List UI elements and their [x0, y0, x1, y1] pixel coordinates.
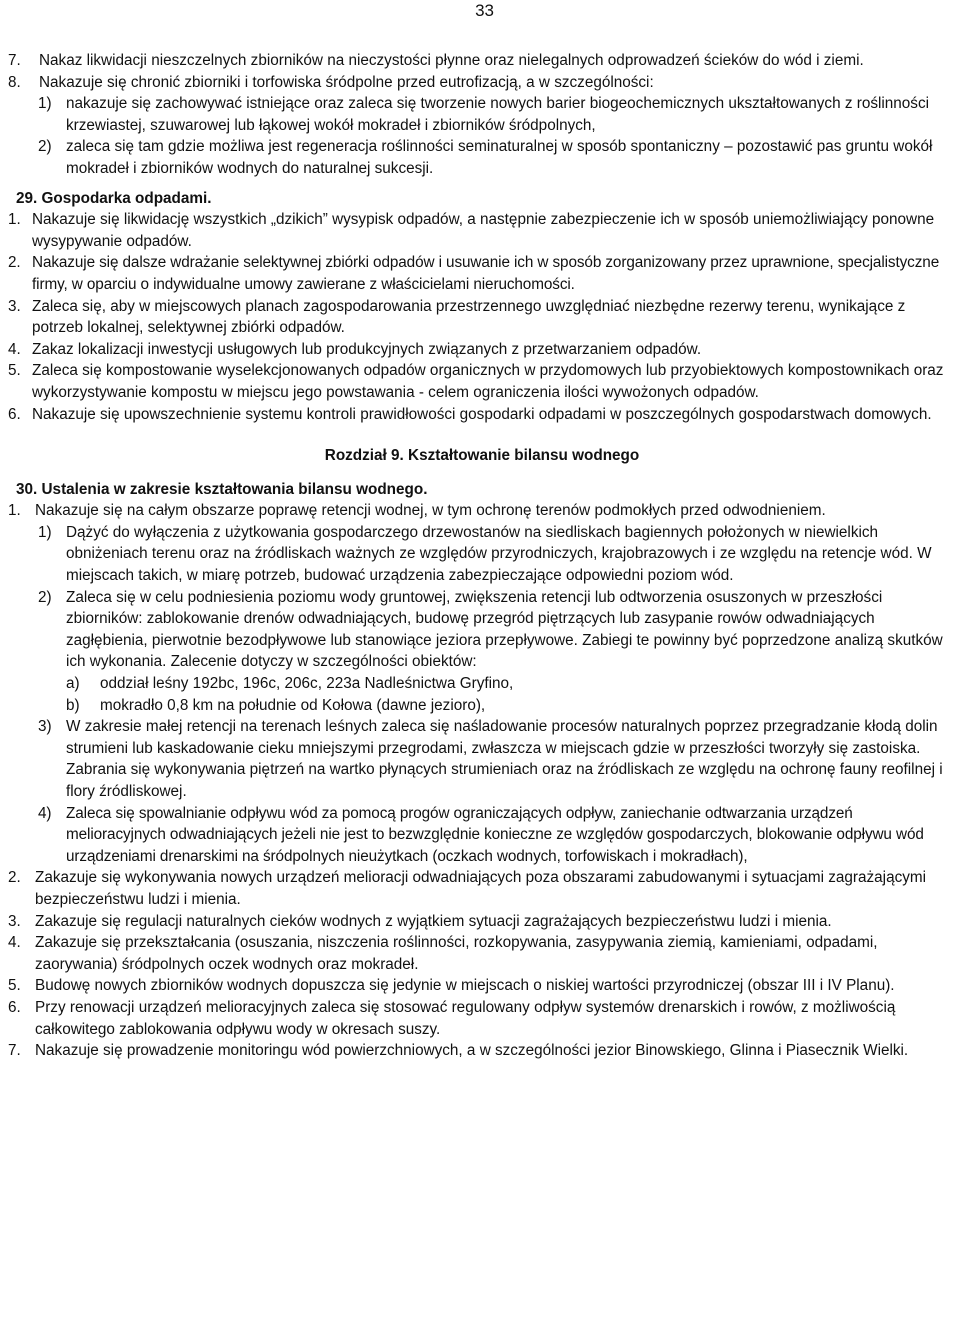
item-number: 2) — [38, 138, 52, 156]
item-number: 8. — [8, 73, 21, 91]
sub-list-item — [0, 522, 960, 587]
item-number: 3) — [38, 718, 52, 736]
item-number: 1. — [8, 502, 21, 520]
item-text: Dążyć do wyłączenia z użytkowania gospodarczego drzewostanów na siedliskach bagiennych położonych w niewielkich obniżeniach terenu oraz na źródliskach ważnych ze względów przyrodniczych, krajobrazowych i ze względu na retencje wód. W miejscach takich, w miarę potrzeb, budować urządzenia zabezpieczające odpowiedni poziom wód. — [66, 523, 932, 585]
section-heading: 29. Gospodarka odpadami. — [16, 189, 212, 207]
chapter-title: Rozdział 9. Kształtowanie bilansu wodnego — [324, 447, 640, 465]
item-number: a) — [66, 675, 80, 693]
item-number: 4) — [38, 804, 52, 822]
sub-list-item — [0, 803, 960, 868]
item-text: Zakazuje się regulacji naturalnych cieków wodnych z wyjątkiem sytuacji zagrażających bezpieczeństwu ludzi i mienia. — [35, 912, 832, 930]
sub-list-item — [0, 587, 960, 673]
list-item — [0, 209, 960, 252]
item-number: 5. — [8, 362, 21, 380]
sub-list-item — [0, 93, 960, 136]
item-number: 7. — [8, 1042, 21, 1060]
item-number: 4. — [8, 934, 21, 952]
item-number: 1) — [38, 95, 52, 113]
item-text: Nakazuje się chronić zbiorniki i torfowiska śródpolne przed eutrofizacją, a w szczególności: — [39, 73, 654, 91]
sub-list-item — [0, 136, 960, 179]
document-body — [0, 50, 960, 1062]
list-item — [0, 360, 960, 403]
list-item — [0, 975, 960, 997]
section-heading: 30. Ustalenia w zakresie kształtowania bilansu wodnego. — [16, 480, 428, 498]
item-number: 3. — [8, 912, 21, 930]
item-text: mokradło 0,8 km na południe od Kołowa (dawne jezioro), — [100, 696, 486, 714]
item-number: 7. — [8, 52, 21, 69]
item-text: Przy renowacji urządzeń melioracyjnych zaleca się stosować regulowany odpływ systemów drenarskich i rowów, z możliwością całkowitego zablokowania odpływu wody w okresach suszy. — [35, 998, 896, 1038]
list-item — [0, 997, 960, 1040]
item-text: Zaleca się kompostowanie wyselekcjonowanych odpadów organicznych w przydomowych lub przyobiektowych kompostownikach oraz wykorzystywanie kompostu w miejscu jego powstawania - celem ograniczenia ilości wywożonych odpadów. — [32, 362, 944, 401]
list-item — [0, 1040, 960, 1062]
item-text: Zaleca się, aby w miejscowych planach zagospodarowania przestrzennego uwzględniać niezbędne rezerwy terenu, wynikające z potrzeb lokalnej, selektywnej zbiórki odpadów. — [32, 297, 906, 337]
list-item — [0, 50, 960, 72]
list-item — [0, 500, 960, 522]
item-text: Zakaz lokalizacji inwestycji usługowych lub produkcyjnych związanych z przetwarzaniem odpadów. — [32, 340, 702, 358]
item-text: Nakazuje się upowszechnienie systemu kontroli prawidłowości gospodarki odpadami w poszczególnych gospodarstwach domowych. — [32, 405, 932, 423]
page-number: 33 — [475, 1, 494, 20]
item-number: 1) — [38, 523, 52, 541]
item-number: 1. — [8, 211, 21, 229]
item-text: nakazuje się zachowywać istniejące oraz zaleca się tworzenie nowych barier biogeochemicznych ukształtowanych z roślinności krzewiastej, szuwarowej lub łąkowej wokół mokradeł i zbiorników śródpolnych, — [66, 95, 929, 134]
list-item — [0, 911, 960, 933]
item-text: Nakazuje się dalsze wdrażanie selektywnej zbiórki odpadów i usuwanie ich w sposób zorganizowany przez uprawnione, specjalistyczne firmy, w oparciu o indywidualne umowy zawierane z właścicielami nieruchomości. — [32, 254, 940, 293]
item-text: Zakazuje się wykonywania nowych urządzeń melioracji odwadniających poza obszarami zabudowanymi i sytuacjami zagrażającymi bezpieczeństwu ludzi i mienia. — [35, 869, 927, 908]
item-text: Nakazuje się likwidację wszystkich „dzikich” wysypisk odpadów, a następnie zabezpieczenie ich w sposób uniemożliwiający ponowne wysypywanie odpadów. — [32, 211, 935, 250]
list-item — [0, 932, 960, 975]
item-text: Budowę nowych zbiorników wodnych dopuszcza się jedynie w miejscach o niskiej wartości przyrodniczej (obszar III i IV Planu). — [35, 977, 895, 995]
item-text: W zakresie małej retencji na terenach leśnych zaleca się naśladowanie procesów naturalnych poprzez przegradzanie kłodą dolin strumieni lub kaskadowanie cieku mniejszymi przegrodami, zwłaszcza w miejscach gdzie w przeszłości tworzyły się zastoiska. Zabrania się wykonywania piętrzeń na wartko płynących strumieniach oraz na źródliskach ze względu na ochronę fauny reofilnej i flory źródliskowej. — [66, 718, 943, 800]
list-item — [0, 252, 960, 295]
item-text: Nakaz likwidacji nieszczelnych zbiorników na nieczystości płynne oraz nielegalnych odprowadzeń ścieków do wód i ziemi. — [39, 52, 864, 69]
item-text: Zakazuje się przekształcania (osuszania, niszczenia roślinności, rozkopywania, zasypywania ziemią, kamieniami, odpadami, zaorywania) śródpolnych oczek wodnych oraz mokradeł. — [35, 934, 878, 973]
sub-sub-list-item — [0, 695, 960, 717]
list-item — [0, 339, 960, 361]
item-number: b) — [66, 696, 80, 714]
item-text: Zaleca się w celu podniesienia poziomu wody gruntowej, zwiększenia retencji lub odtworzenia osuszonych w przeszłości zbiorników: zablokowanie drenów odwadniających, budowę przegród piętrzących lub zasypanie rowów odwadniających zagłębienia, pierwotnie bezodpływowe lub stanowiące jeziora przepływowe. Zabiegi te powinny być poprzedzone analizą skutków ich wykonania. Zalecenie dotyczy w szczególności obiektów: — [66, 588, 943, 671]
list-item — [0, 404, 960, 426]
item-number: 2. — [8, 254, 21, 272]
item-text: Nakazuje się prowadzenie monitoringu wód powierzchniowych, a w szczególności jezior Binowskiego, Glinna i Piasecznik Wielki. — [35, 1042, 909, 1060]
item-number: 6. — [8, 998, 21, 1016]
item-number: 2) — [38, 588, 52, 606]
sub-sub-list-item — [0, 673, 960, 695]
item-text: Nakazuje się na całym obszarze poprawę retencji wodnej, w tym ochronę terenów podmokłych przed odwodnieniem. — [35, 502, 826, 520]
item-number: 2. — [8, 869, 21, 887]
item-text: Zaleca się spowalnianie odpływu wód za pomocą progów ograniczających odpływ, zaniechanie odtwarzania urządzeń melioracyjnych odwadniających jeżeli nie jest to bezwzględnie konieczne ze względów gospodarczych, blokowanie odpływu wód urządzeniami drenarskimi na śródpolnych nieużytkach (oczkach wodnych, torfowiskach i mokradłach), — [66, 804, 924, 865]
item-number: 5. — [8, 977, 21, 995]
list-item — [0, 72, 960, 94]
item-text: oddział leśny 192bc, 196c, 206c, 223a Nadleśnictwa Gryfino, — [100, 675, 514, 693]
sub-list-item — [0, 716, 960, 802]
list-item — [0, 867, 960, 910]
item-text: zaleca się tam gdzie możliwa jest regeneracja roślinności seminaturalnej w sposób spontaniczny – pozostawić pas gruntu wokół mokradeł i zbiorników wodnych do naturalnej sukcesji. — [66, 138, 933, 177]
list-item — [0, 296, 960, 339]
item-number: 3. — [8, 297, 21, 315]
item-number: 4. — [8, 340, 21, 358]
item-number: 6. — [8, 405, 21, 423]
